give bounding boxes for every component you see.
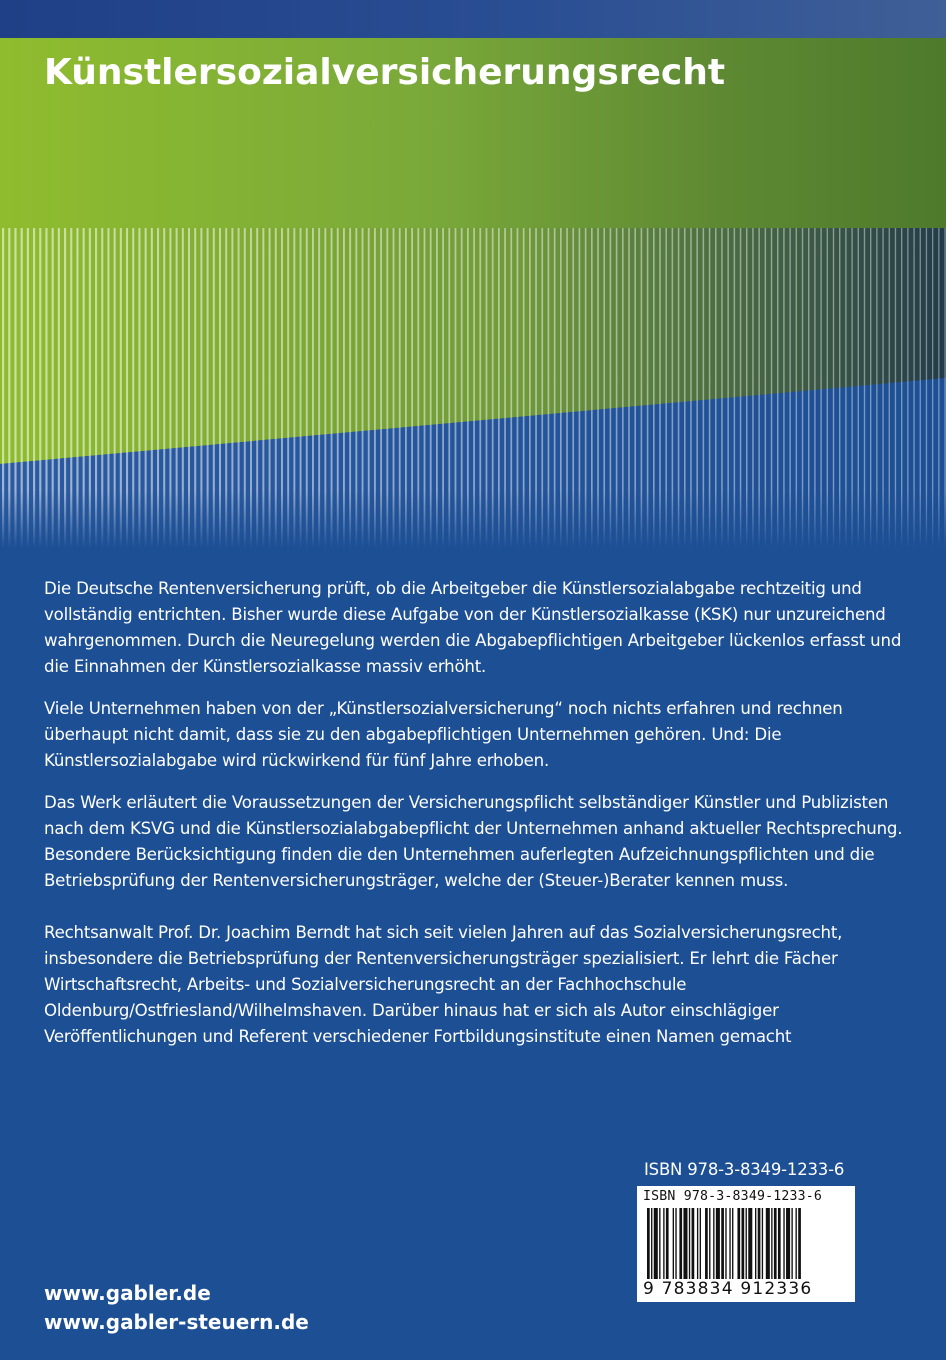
isbn-label: ISBN 978-3-8349-1233-6 bbox=[644, 1160, 845, 1179]
barcode-isbn-text: ISBN 978-3-8349-1233-6 bbox=[643, 1189, 823, 1204]
striped-decorative-graphic bbox=[0, 228, 946, 548]
description-paragraph-1: Die Deutsche Rentenversicherung prüft, ob die Arbeitgeber die Künstlersozialabgabe rechtzeitig und vollständig entrichten. Bisher wurde diese Aufgabe von der Künstlersozialkasse (KSK) nur unzureichend wahrgenommen. Durch die Neuregelung werden die Abgabepflichtigen Arbeitgeber lückenlos erfasst und die Einnahmen der Künstlersozialkasse massiv erhöht. bbox=[44, 579, 902, 676]
description-paragraph-2: Viele Unternehmen haben von der „Künstlersozialversicherung“ noch nichts erfahren und rechnen überhaupt nicht damit, dass sie zu den abgabepflichtigen Unternehmen gehören. Und: Die Künstlersozialabgabe wird rückwirkend für fünf Jahre erhoben. bbox=[44, 699, 843, 770]
url-gabler: www.gabler.de bbox=[44, 1281, 211, 1305]
url-gabler-steuern: www.gabler-steuern.de bbox=[44, 1310, 309, 1334]
top-gradient-strip bbox=[0, 0, 946, 38]
barcode-digits: 9 783834 912336 bbox=[643, 1279, 813, 1299]
book-title: Künstlersozialversicherungsrecht bbox=[44, 52, 726, 93]
author-bio: Rechtsanwalt Prof. Dr. Joachim Berndt hat sich seit vielen Jahren auf das Sozialversicherungsrecht, insbesondere die Betriebsprüfung der Rentenversicherungsträger spezialisiert. Er lehrt die Fächer Wirtschaftsrecht, Arbeits- und Sozialversicherungsrecht an der Fachhochschule Oldenburg/Ostfriesland/Wilhelmshaven. Darüber hinaus hat er sich als Autor einschlägiger Veröffentlichungen und Referent verschiedener Fortbildungsinstitute einen Namen gemacht bbox=[44, 923, 843, 1046]
description-block bbox=[44, 576, 904, 1066]
description-paragraph-3: Das Werk erläutert die Voraussetzungen der Versicherungspflicht selbständiger Künstler und Publizisten nach dem KSVG und die Künstlersozialabgabepflicht der Unternehmen anhand aktueller Rechtsprechung. Besondere Berücksichtigung finden die den Unternehmen auferlegten Aufzeichnungspflichten und die Betriebsprüfung der Rentenversicherungsträger, welche der (Steuer-)Berater kennen muss. bbox=[44, 793, 903, 890]
publisher-urls bbox=[44, 1279, 309, 1337]
barcode bbox=[637, 1186, 855, 1302]
